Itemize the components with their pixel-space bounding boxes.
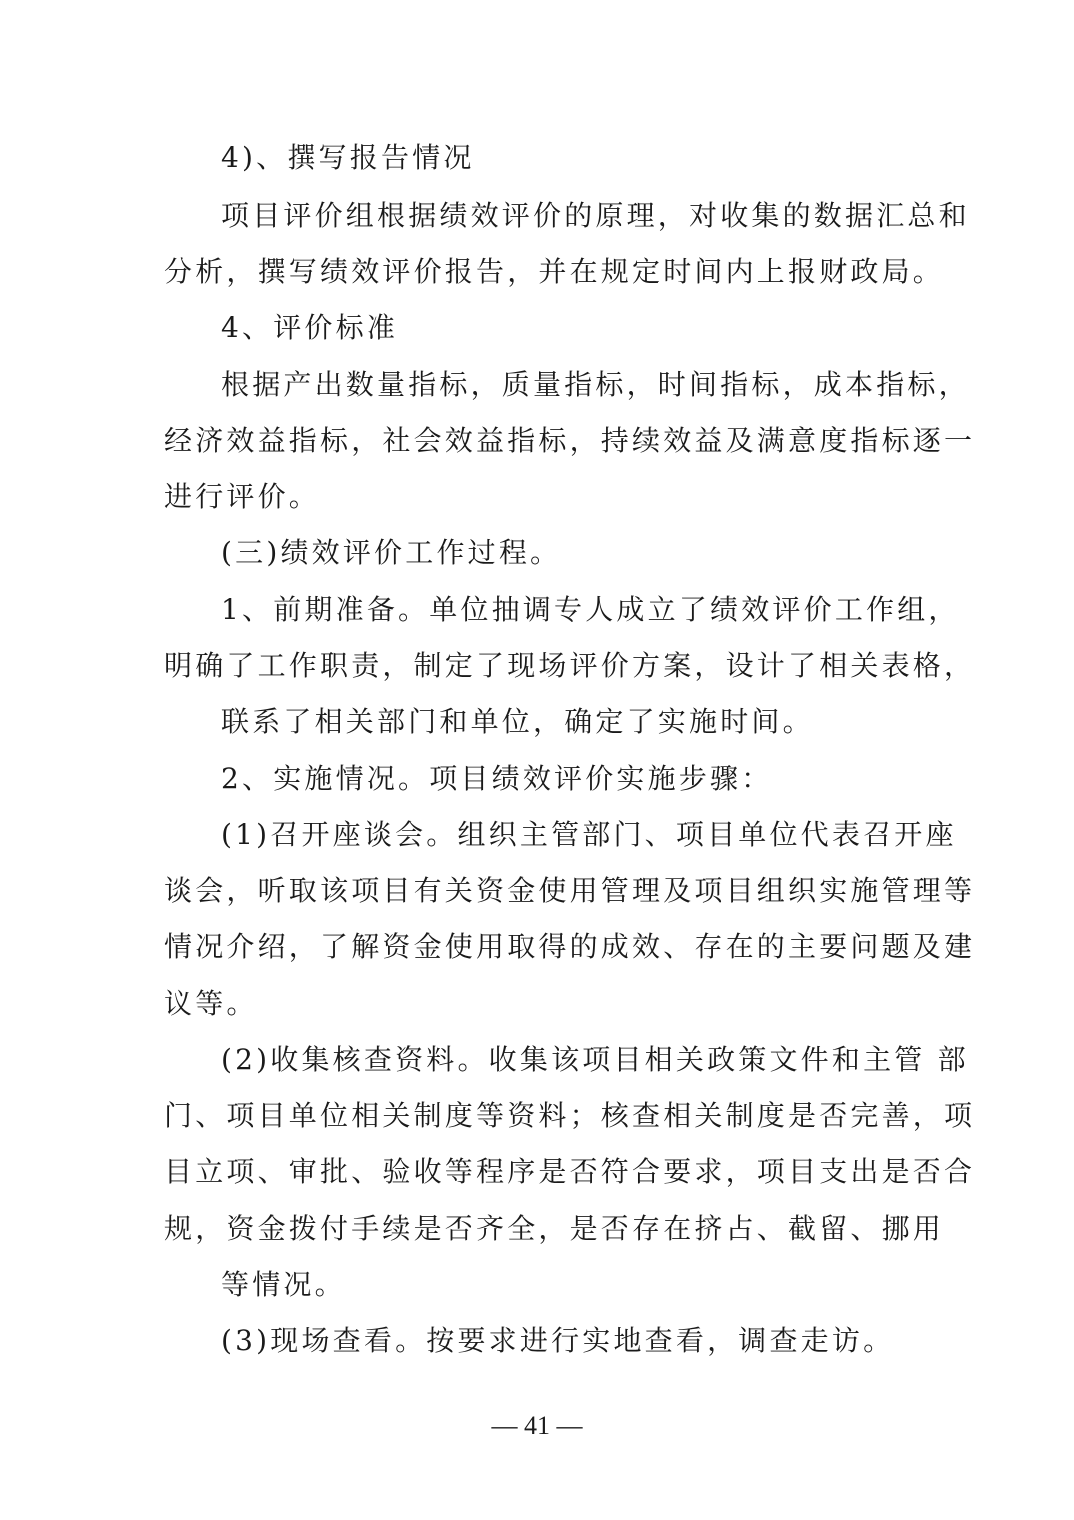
paragraph-line: 联系了相关部门和单位，确定了实施时间。	[221, 705, 814, 738]
paragraph-line: 根据产出数量指标，质量指标，时间指标，成本指标，	[221, 368, 970, 401]
paragraph-line: 等情况。	[221, 1268, 346, 1301]
paragraph-line: (2)收集核查资料。收集该项目相关政策文件和主管 部	[221, 1043, 969, 1076]
paragraph-line: 进行评价。	[164, 480, 321, 513]
paragraph-line: 议等。	[164, 987, 258, 1020]
page-number: — 41 —	[491, 1411, 583, 1440]
heading-evaluation-criteria: 4、评价标准	[221, 311, 399, 344]
heading-writing-report: 4)、撰写报告情况	[221, 141, 475, 174]
paragraph-line: 情况介绍，了解资金使用取得的成效、存在的主要问题及建	[164, 930, 976, 963]
paragraph-line: (1)召开座谈会。组织主管部门、项目单位代表召开座	[221, 818, 957, 851]
paragraph-line: 谈会，听取该项目有关资金使用管理及项目组织实施管理等	[164, 874, 976, 907]
paragraph-line: (3)现场查看。按要求进行实地查看，调查走访。	[221, 1324, 895, 1357]
paragraph-line: 目立项、审批、验收等程序是否符合要求，项目支出是否合	[164, 1155, 976, 1188]
paragraph-line: 项目评价组根据绩效评价的原理，对收集的数据汇总和	[221, 199, 970, 232]
paragraph-line: 门、项目单位相关制度等资料；核查相关制度是否完善，项	[164, 1099, 976, 1132]
paragraph-line: 1、前期准备。单位抽调专人成立了绩效评价工作组，	[221, 593, 960, 626]
paragraph-line: 分析，撰写绩效评价报告，并在规定时间内上报财政局。	[164, 255, 945, 288]
paragraph-line: 明确了工作职责，制定了现场评价方案，设计了相关表格，	[164, 649, 976, 682]
paragraph-line: 2、实施情况。项目绩效评价实施步骤：	[221, 762, 773, 795]
paragraph-line: 规，资金拨付手续是否齐全，是否存在挤占、截留、挪用	[164, 1212, 945, 1245]
paragraph-line: 经济效益指标，社会效益指标，持续效益及满意度指标逐一	[164, 424, 976, 457]
heading-evaluation-process: (三)绩效评价工作过程。	[221, 536, 562, 569]
